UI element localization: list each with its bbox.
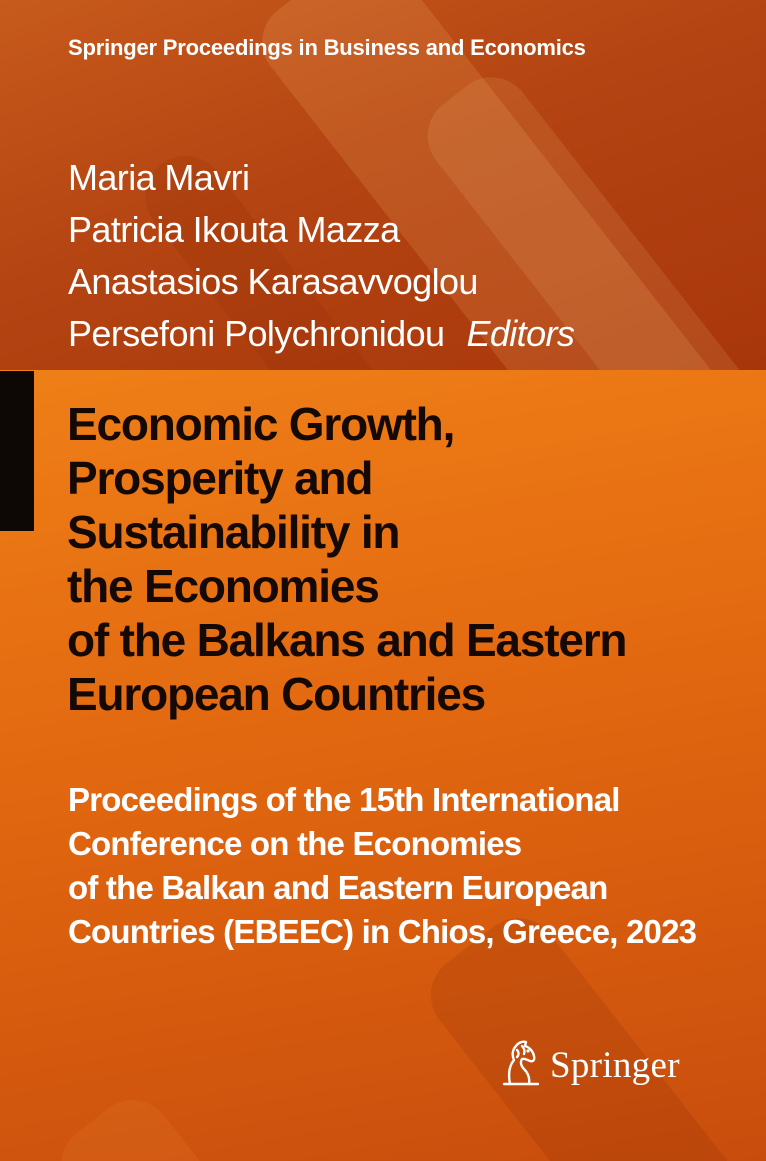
- subtitle-line: Conference on the Economies: [68, 825, 522, 862]
- title-line: European Countries: [67, 668, 486, 720]
- editor-name: Maria Mavri: [68, 157, 250, 198]
- editor-name: Anastasios Karasavvoglou: [68, 261, 478, 302]
- title-line: Sustainability in: [67, 506, 400, 558]
- springer-horse-icon: [500, 1038, 542, 1088]
- title-line: Economic Growth,: [67, 398, 455, 450]
- title-line: Prosperity and: [67, 452, 373, 504]
- title-line: the Economies: [67, 560, 379, 612]
- editors-label: Editors: [466, 313, 575, 354]
- book-subtitle: [68, 778, 728, 954]
- editor-name: Patricia Ikouta Mazza: [68, 209, 400, 250]
- editor-name-with-label: [68, 308, 574, 360]
- subtitle-line: of the Balkan and Eastern European: [68, 869, 608, 906]
- editors-list: [68, 152, 574, 360]
- publisher-name: Springer: [550, 1045, 680, 1086]
- series-name: Springer Proceedings in Business and Economics: [68, 35, 586, 60]
- title-line: of the Balkans and Eastern: [67, 614, 627, 666]
- editor-name: Persefoni Polychronidou: [68, 313, 445, 354]
- book-title: [67, 397, 727, 721]
- subtitle-line: Countries (EBEEC) in Chios, Greece, 2023: [68, 913, 697, 950]
- subtitle-line: Proceedings of the 15th International: [68, 781, 620, 818]
- series-tab: [0, 371, 34, 531]
